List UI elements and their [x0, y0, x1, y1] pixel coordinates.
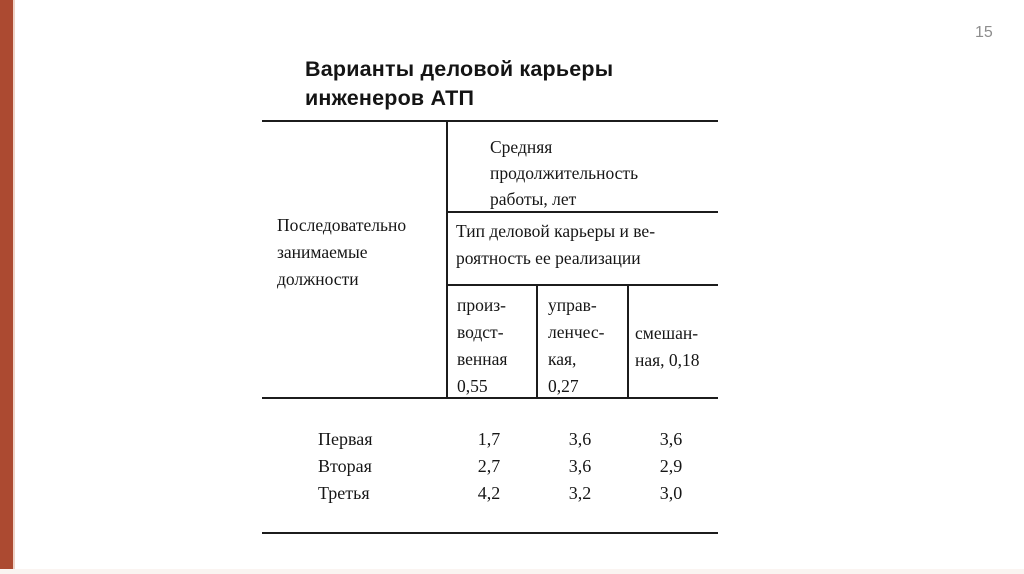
cell-value: 3,6: [568, 456, 592, 476]
table-row: [262, 483, 718, 510]
row-label: Первая: [318, 429, 373, 449]
cell-value: 2,7: [477, 456, 501, 476]
row-label: Вторая: [318, 456, 372, 476]
table-rule-bottom: [262, 532, 718, 534]
header-cell-duration: Средняя продолжительность работы, лет: [490, 137, 639, 209]
cell-value: 3,6: [568, 429, 592, 449]
table-rule-under-career-type: [446, 284, 718, 286]
header-cell-mixed: смешан- ная, 0,18: [635, 323, 700, 370]
cell-value: 3,0: [659, 483, 683, 503]
header-cell-positions: Последовательно занимаемые должности: [277, 215, 407, 289]
cell-value: 4,2: [477, 483, 501, 503]
table-rule-top: [262, 120, 718, 122]
slide-title: Варианты деловой карьеры инженеров АТП: [305, 57, 614, 110]
table-row: [262, 429, 718, 456]
header-cell-managerial: управ- ленчес- кая, 0,27: [548, 295, 605, 396]
table-rule-subcol-divider-2: [627, 284, 629, 399]
header-cell-career-type: Тип деловой карьеры и ве- роятность ее реализации: [456, 221, 656, 268]
page-number: 15: [975, 24, 993, 41]
bottom-edge: [0, 569, 1024, 574]
cell-value: 3,6: [659, 429, 683, 449]
table-rule-main-divider: [446, 120, 448, 399]
header-cell-production: произ- водст- венная 0,55: [457, 295, 508, 396]
cell-value: 3,2: [568, 483, 592, 503]
left-accent-bar: [0, 0, 15, 574]
cell-value: 2,9: [659, 456, 683, 476]
row-label: Третья: [318, 483, 370, 503]
table-rule-subcol-divider-1: [536, 284, 538, 399]
table-row: [262, 456, 718, 483]
cell-value: 1,7: [477, 429, 501, 449]
